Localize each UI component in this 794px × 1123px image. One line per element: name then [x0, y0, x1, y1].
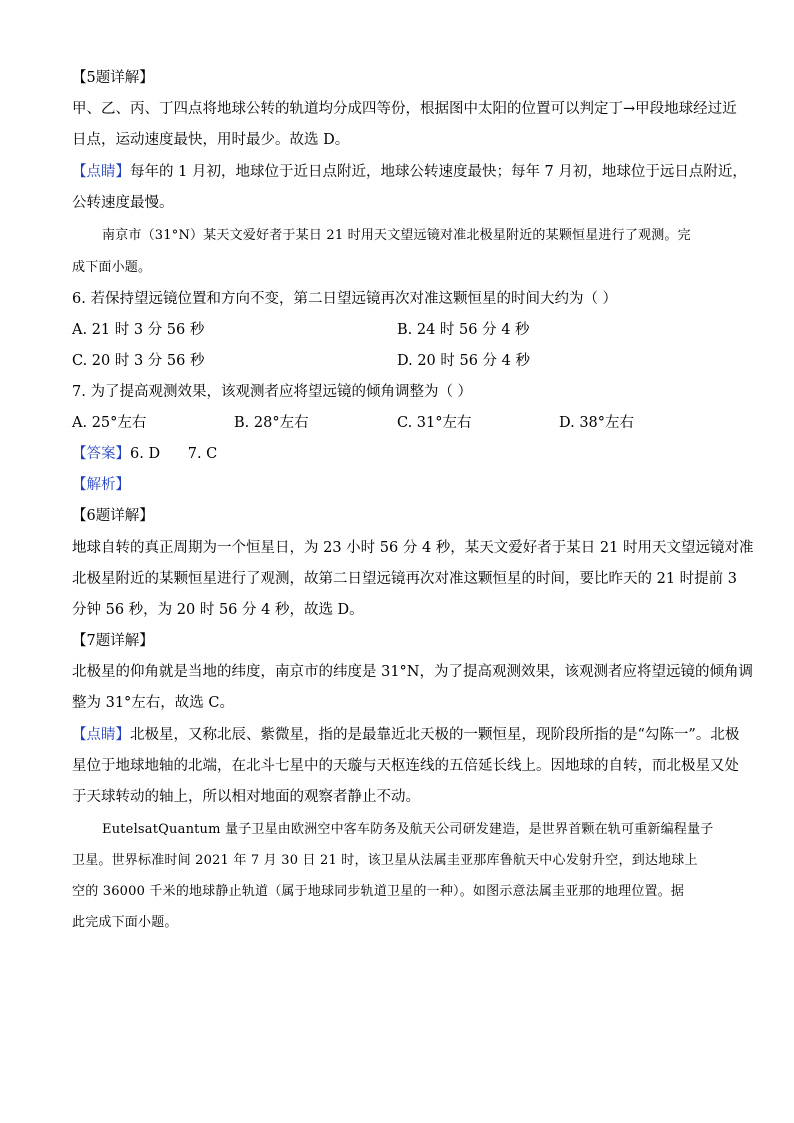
stem-1-line-2: 成下面小题。 [72, 260, 152, 275]
stem-2-line-1: EutelsatQuantum 量子卫星由欧洲空中客车防务及航天公司研发建造，是世界首颗在轨可重新编程量子 [102, 822, 714, 837]
section-5-body-line-1: 甲、乙、丙、丁四点将地球公转的轨道均分成四等份，根据图中太阳的位置可以判定丁→甲段地球经过近 [72, 101, 737, 117]
section-7-heading: 【7题详解】 [72, 633, 154, 649]
q7-option-d: D. 38°左右 [559, 415, 635, 431]
stem-2-line-2: 卫星。世界标准时间 2021 年 7 月 30 日 21 时，该卫星从法属圭亚那库鲁航天中心发射升空，到达地球上 [72, 853, 698, 868]
section-5-body-line-2: 日点，运动速度最快，用时最少。故选 D。 [72, 132, 350, 148]
section-5-tip-line-1 [72, 162, 747, 182]
tip-text: 北极星，又称北辰、紫微星，指的是最靠近北天极的一颗恒星，现阶段所指的是“勾陈一”。北极 [130, 727, 740, 743]
section-7-line-2: 整为 31°左右，故选 C。 [72, 695, 235, 711]
section-6-line-3: 分钟 56 秒，为 20 时 56 分 4 秒，故选 D。 [72, 602, 364, 618]
section-5-tip-line-2: 公转速度最慢。 [72, 195, 174, 211]
q6-option-a: A. 21 时 3 分 56 秒 [72, 322, 205, 338]
tip-tag: 【点睛】 [72, 164, 130, 180]
section-6-line-2: 北极星附近的某颗恒星进行了观测，故第二日望远镜再次对准这颗恒星的时间，要比昨天的 21 时提前 3 [72, 571, 737, 587]
question-6: 6. 若保持望远镜位置和方向不变，第二日望远镜再次对准这颗恒星的时间大约为（ ） [72, 291, 618, 307]
tip-text: 每年的 1 月初，地球位于近日点附近，地球公转速度最快；每年 7 月初，地球位于远日点附近， [130, 164, 747, 180]
stem-2-line-3: 空的 36000 千米的地球静止轨道（属于地球同步轨道卫星的一种）。如图示意法属圭亚那的地理位置。据 [72, 884, 685, 899]
section-7-line-1: 北极星的仰角就是当地的纬度，南京市的纬度是 31°N，为了提高观测效果，该观测者应将望远镜的倾角调 [72, 664, 753, 680]
section-7-tip-line-1 [72, 725, 740, 745]
stem-2-line-4: 此完成下面小题。 [72, 915, 178, 930]
answer-text: 6. D 7. C [130, 446, 218, 462]
q6-option-c: C. 20 时 3 分 56 秒 [72, 353, 205, 369]
tip-tag: 【点睛】 [72, 727, 130, 743]
answer-line [72, 444, 724, 464]
q6-option-b: B. 24 时 56 分 4 秒 [397, 322, 530, 338]
question-7: 7. 为了提高观测效果，该观测者应将望远镜的倾角调整为（ ） [72, 384, 473, 400]
section-7-tip-line-2: 星位于地球地轴的北端，在北斗七星中的天璇与天枢连线的五倍延长线上。因地球的自转，而北极星又处 [72, 758, 739, 774]
q7-option-b: B. 28°左右 [234, 415, 309, 431]
section-5-heading: 【5题详解】 [72, 70, 154, 86]
q7-option-c: C. 31°左右 [397, 415, 472, 431]
section-6-line-1: 地球自转的真正周期为一个恒星日，为 23 小时 56 分 4 秒，某天文爱好者于某日 21 时用天文望远镜对准 [72, 540, 754, 556]
answer-tag: 【答案】 [72, 446, 130, 462]
q6-option-d: D. 20 时 56 分 4 秒 [397, 353, 530, 369]
section-7-tip-line-3: 于天球转动的轴上，所以相对地面的观察者静止不动。 [72, 789, 420, 805]
stem-1-line-1: 南京市（31°N）某天文爱好者于某日 21 时用天文望远镜对准北极星附近的某颗恒星进行了观测。完 [102, 228, 691, 243]
q7-option-a: A. 25°左右 [72, 415, 147, 431]
analysis-tag: 【解析】 [72, 477, 130, 493]
section-6-heading: 【6题详解】 [72, 508, 154, 524]
